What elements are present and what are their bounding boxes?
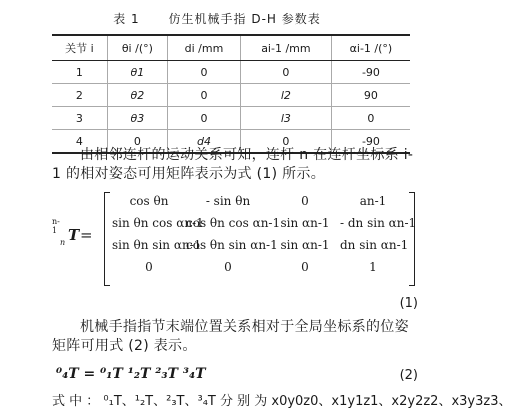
matrix-cell: sin θn cos αn-1 bbox=[112, 216, 204, 230]
matrix-cell: 0 bbox=[301, 260, 309, 274]
matrix-cell: - dn sin αn-1 bbox=[340, 216, 417, 230]
matrix-cell: cos θn sin αn-1 bbox=[186, 238, 278, 252]
equation-2-number: (2) bbox=[399, 368, 418, 383]
paragraph-1: 由相邻连杆的运动关系可知，连杆 n 在连杆坐标系 i-1 的相对姿态可用矩阵表示为式 (1) 所示。 bbox=[52, 147, 414, 182]
header-a: ai-1 /mm bbox=[240, 35, 331, 61]
matrix-cell: sin θn sin αn-1 bbox=[112, 238, 202, 252]
matrix-row bbox=[112, 194, 406, 216]
table-cell: -90 bbox=[331, 61, 410, 84]
table-cell: 0 bbox=[168, 61, 241, 84]
matrix-cell: 1 bbox=[369, 260, 377, 274]
table-cell: 0 bbox=[240, 61, 331, 84]
matrix-cell: sin αn-1 bbox=[280, 216, 330, 230]
lhs-symbol: T bbox=[68, 226, 80, 244]
equation-1 bbox=[52, 190, 422, 290]
table-row bbox=[52, 61, 410, 84]
table-header-row bbox=[52, 35, 410, 61]
header-joint: 关节 i bbox=[52, 35, 107, 61]
matrix-cell: sin αn-1 bbox=[280, 238, 330, 252]
table-cell: θ2 bbox=[107, 84, 167, 107]
matrix-cell: - sin θn bbox=[205, 194, 251, 208]
lhs-superscript: n-1 bbox=[52, 217, 60, 235]
table-number: 表 1 bbox=[113, 12, 140, 26]
table-cell: 0 bbox=[168, 84, 241, 107]
table-cell: l3 bbox=[240, 107, 331, 130]
table-caption bbox=[0, 10, 434, 27]
matrix-right-bracket bbox=[409, 192, 415, 286]
where-line: 式 中 ： ⁰₁T、¹₂T、²₃T、³₄T 分 别 为 x0y0z0、x1y1z1、x2y2z2、x3y3z3、 bbox=[52, 394, 511, 409]
equation-2: ⁰₄T = ⁰₁T ¹₂T ²₃T ³₄T bbox=[56, 366, 206, 382]
table-cell: 0 bbox=[240, 130, 331, 154]
table-cell: 0 bbox=[168, 107, 241, 130]
table-cell: 3 bbox=[52, 107, 107, 130]
lhs-subscript: n bbox=[60, 238, 66, 247]
table-cell: 4 bbox=[52, 130, 107, 154]
table-cell: 2 bbox=[52, 84, 107, 107]
matrix-cell: 0 bbox=[224, 260, 232, 274]
header-alpha: αi-1 /(°) bbox=[331, 35, 410, 61]
dh-parameter-table bbox=[52, 34, 410, 154]
table-cell: 0 bbox=[331, 107, 410, 130]
matrix-row bbox=[112, 216, 417, 238]
equals-sign: = bbox=[80, 226, 93, 244]
table-cell: θ3 bbox=[107, 107, 167, 130]
table-cell: 90 bbox=[331, 84, 410, 107]
paragraph-2: 机械手指指节末端位置关系相对于全局坐标系的位姿矩阵可用式 (2) 表示。 bbox=[52, 319, 409, 354]
header-theta: θi /(°) bbox=[107, 35, 167, 61]
table-row bbox=[52, 107, 410, 130]
table-cell: 0 bbox=[107, 130, 167, 154]
matrix-row bbox=[112, 260, 406, 282]
matrix-cell: cos θn cos αn-1 bbox=[186, 216, 281, 230]
matrix-cell: 0 bbox=[301, 194, 309, 208]
matrix-cell: an-1 bbox=[359, 194, 387, 208]
table-cell: 1 bbox=[52, 61, 107, 84]
equation-1-number: (1) bbox=[399, 296, 418, 311]
table-cell: -90 bbox=[361, 134, 380, 148]
table-row bbox=[52, 84, 410, 107]
table-title: 仿生机械手指 D-H 参数表 bbox=[168, 12, 321, 26]
table-cell: θ1 bbox=[107, 61, 167, 84]
table-cell: l2 bbox=[240, 84, 331, 107]
table-cell: d4 bbox=[168, 130, 241, 154]
matrix-cell: cos θn bbox=[129, 194, 169, 208]
matrix-cell: 0 bbox=[145, 260, 153, 274]
header-d: di /mm bbox=[168, 35, 241, 61]
matrix-cell: dn sin αn-1 bbox=[340, 238, 409, 252]
matrix-left-bracket bbox=[104, 192, 110, 286]
matrix-row bbox=[112, 238, 409, 260]
